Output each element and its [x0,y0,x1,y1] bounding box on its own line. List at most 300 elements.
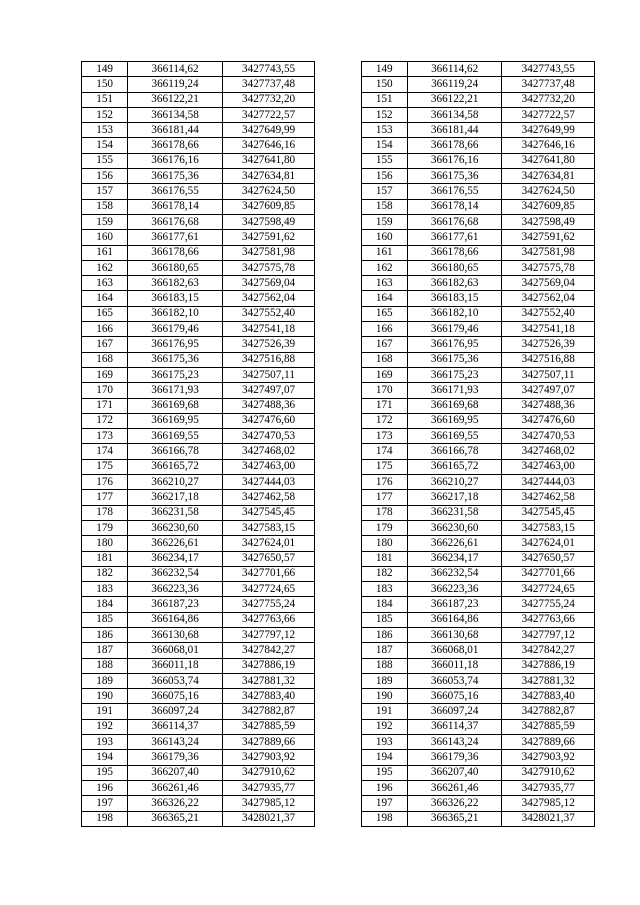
left-point-number-cell: 191 [82,704,128,719]
left-x-coordinate-cell: 366187,23 [128,597,223,612]
left-point-number-cell: 183 [82,582,128,597]
column-gap-cell [315,750,361,765]
table-row [82,413,595,428]
left-point-number-cell: 152 [82,107,128,122]
right-y-coordinate-cell: 3427634,81 [502,169,595,184]
right-y-coordinate-cell: 3427886,19 [502,658,595,673]
left-y-coordinate-cell: 3427883,40 [222,689,315,704]
right-point-number-cell: 165 [361,306,407,321]
table-row [82,169,595,184]
left-point-number-cell: 175 [82,459,128,474]
left-x-coordinate-cell: 366176,68 [128,214,223,229]
left-point-number-cell: 168 [82,352,128,367]
left-point-number-cell: 188 [82,658,128,673]
right-y-coordinate-cell: 3427883,40 [502,689,595,704]
right-x-coordinate-cell: 366175,36 [407,352,502,367]
coordinates-table [81,61,595,827]
right-x-coordinate-cell: 366122,21 [407,92,502,107]
right-x-coordinate-cell: 366114,37 [407,719,502,734]
right-x-coordinate-cell: 366134,58 [407,107,502,122]
left-y-coordinate-cell: 3427470,53 [222,429,315,444]
table-row [82,750,595,765]
right-x-coordinate-cell: 366166,78 [407,444,502,459]
column-gap-cell [315,199,361,214]
right-x-coordinate-cell: 366171,93 [407,383,502,398]
column-gap-cell [315,107,361,122]
left-y-coordinate-cell: 3427763,66 [222,612,315,627]
column-gap-cell [315,536,361,551]
right-point-number-cell: 170 [361,383,407,398]
right-point-number-cell: 151 [361,92,407,107]
column-gap-cell [315,520,361,535]
left-x-coordinate-cell: 366230,60 [128,520,223,535]
table-row [82,306,595,321]
left-y-coordinate-cell: 3427985,12 [222,796,315,811]
right-y-coordinate-cell: 3427545,45 [502,505,595,520]
right-point-number-cell: 150 [361,77,407,92]
right-x-coordinate-cell: 366097,24 [407,704,502,719]
left-x-coordinate-cell: 366166,78 [128,444,223,459]
table-row [82,551,595,566]
column-gap-cell [315,780,361,795]
right-point-number-cell: 156 [361,169,407,184]
right-x-coordinate-cell: 366176,55 [407,184,502,199]
left-point-number-cell: 179 [82,520,128,535]
left-x-coordinate-cell: 366169,55 [128,429,223,444]
table-row [82,245,595,260]
right-x-coordinate-cell: 366176,68 [407,214,502,229]
table-row [82,520,595,535]
table-row [82,107,595,122]
left-x-coordinate-cell: 366226,61 [128,536,223,551]
left-y-coordinate-cell: 3427882,87 [222,704,315,719]
left-point-number-cell: 177 [82,490,128,505]
right-y-coordinate-cell: 3427463,00 [502,459,595,474]
column-gap-cell [315,92,361,107]
table-row [82,62,595,77]
left-point-number-cell: 165 [82,306,128,321]
left-x-coordinate-cell: 366114,37 [128,719,223,734]
right-y-coordinate-cell: 3427507,11 [502,367,595,382]
right-point-number-cell: 161 [361,245,407,260]
left-y-coordinate-cell: 3427476,60 [222,413,315,428]
column-gap-cell [315,811,361,826]
right-y-coordinate-cell: 3427575,78 [502,260,595,275]
table-row [82,337,595,352]
left-point-number-cell: 160 [82,230,128,245]
column-gap-cell [315,429,361,444]
column-gap-cell [315,444,361,459]
right-x-coordinate-cell: 366230,60 [407,520,502,535]
right-x-coordinate-cell: 366179,46 [407,322,502,337]
column-gap-cell [315,169,361,184]
right-point-number-cell: 154 [361,138,407,153]
right-point-number-cell: 149 [361,62,407,77]
right-y-coordinate-cell: 3427882,87 [502,704,595,719]
table-row [82,566,595,581]
right-y-coordinate-cell: 3427755,24 [502,597,595,612]
left-point-number-cell: 174 [82,444,128,459]
left-y-coordinate-cell: 3427732,20 [222,92,315,107]
left-y-coordinate-cell: 3427755,24 [222,597,315,612]
left-x-coordinate-cell: 366217,18 [128,490,223,505]
right-point-number-cell: 196 [361,780,407,795]
column-gap-cell [315,796,361,811]
table-row [82,429,595,444]
right-point-number-cell: 182 [361,566,407,581]
table-row [82,536,595,551]
right-point-number-cell: 153 [361,123,407,138]
left-y-coordinate-cell: 3427552,40 [222,306,315,321]
left-y-coordinate-cell: 3427889,66 [222,735,315,750]
left-x-coordinate-cell: 366176,55 [128,184,223,199]
right-x-coordinate-cell: 366068,01 [407,643,502,658]
table-row [82,780,595,795]
left-y-coordinate-cell: 3427886,19 [222,658,315,673]
right-y-coordinate-cell: 3427516,88 [502,352,595,367]
right-x-coordinate-cell: 366165,72 [407,459,502,474]
right-x-coordinate-cell: 366231,58 [407,505,502,520]
right-y-coordinate-cell: 3427842,27 [502,643,595,658]
left-x-coordinate-cell: 366231,58 [128,505,223,520]
table-row [82,612,595,627]
left-point-number-cell: 193 [82,735,128,750]
table-row [82,367,595,382]
right-y-coordinate-cell: 3427732,20 [502,92,595,107]
left-point-number-cell: 180 [82,536,128,551]
column-gap-cell [315,138,361,153]
right-point-number-cell: 152 [361,107,407,122]
right-x-coordinate-cell: 366178,14 [407,199,502,214]
right-point-number-cell: 158 [361,199,407,214]
right-point-number-cell: 155 [361,153,407,168]
table-row [82,322,595,337]
left-x-coordinate-cell: 366183,15 [128,291,223,306]
right-x-coordinate-cell: 366182,63 [407,276,502,291]
table-row [82,199,595,214]
table-row [82,582,595,597]
right-x-coordinate-cell: 366176,16 [407,153,502,168]
right-point-number-cell: 178 [361,505,407,520]
column-gap-cell [315,383,361,398]
right-y-coordinate-cell: 3427624,50 [502,184,595,199]
column-gap-cell [315,582,361,597]
left-x-coordinate-cell: 366053,74 [128,673,223,688]
column-gap-cell [315,276,361,291]
right-x-coordinate-cell: 366187,23 [407,597,502,612]
right-x-coordinate-cell: 366178,66 [407,138,502,153]
left-y-coordinate-cell: 3427910,62 [222,765,315,780]
right-point-number-cell: 194 [361,750,407,765]
right-point-number-cell: 160 [361,230,407,245]
table-row [82,505,595,520]
left-x-coordinate-cell: 366176,95 [128,337,223,352]
right-point-number-cell: 159 [361,214,407,229]
table-row [82,459,595,474]
left-x-coordinate-cell: 366175,36 [128,169,223,184]
left-x-coordinate-cell: 366182,63 [128,276,223,291]
right-point-number-cell: 171 [361,398,407,413]
left-y-coordinate-cell: 3428021,37 [222,811,315,826]
left-point-number-cell: 162 [82,260,128,275]
left-point-number-cell: 154 [82,138,128,153]
right-point-number-cell: 183 [361,582,407,597]
right-y-coordinate-cell: 3427797,12 [502,627,595,642]
left-x-coordinate-cell: 366143,24 [128,735,223,750]
right-y-coordinate-cell: 3427583,15 [502,520,595,535]
right-y-coordinate-cell: 3427497,07 [502,383,595,398]
left-x-coordinate-cell: 366011,18 [128,658,223,673]
right-x-coordinate-cell: 366180,65 [407,260,502,275]
right-point-number-cell: 189 [361,673,407,688]
right-y-coordinate-cell: 3427743,55 [502,62,595,77]
column-gap-cell [315,658,361,673]
table-row [82,643,595,658]
left-x-coordinate-cell: 366176,16 [128,153,223,168]
table-row [82,735,595,750]
right-point-number-cell: 173 [361,429,407,444]
right-y-coordinate-cell: 3427889,66 [502,735,595,750]
left-x-coordinate-cell: 366210,27 [128,475,223,490]
left-y-coordinate-cell: 3427722,57 [222,107,315,122]
right-x-coordinate-cell: 366207,40 [407,765,502,780]
left-y-coordinate-cell: 3427569,04 [222,276,315,291]
table-row [82,704,595,719]
left-x-coordinate-cell: 366122,21 [128,92,223,107]
left-point-number-cell: 181 [82,551,128,566]
right-y-coordinate-cell: 3427885,59 [502,719,595,734]
left-point-number-cell: 195 [82,765,128,780]
right-y-coordinate-cell: 3427476,60 [502,413,595,428]
left-y-coordinate-cell: 3427488,36 [222,398,315,413]
table-row [82,796,595,811]
left-x-coordinate-cell: 366175,36 [128,352,223,367]
left-x-coordinate-cell: 366178,14 [128,199,223,214]
left-y-coordinate-cell: 3427743,55 [222,62,315,77]
left-y-coordinate-cell: 3427541,18 [222,322,315,337]
left-point-number-cell: 198 [82,811,128,826]
table-row [82,490,595,505]
right-point-number-cell: 162 [361,260,407,275]
column-gap-cell [315,184,361,199]
right-y-coordinate-cell: 3427562,04 [502,291,595,306]
left-y-coordinate-cell: 3427545,45 [222,505,315,520]
table-row [82,276,595,291]
right-y-coordinate-cell: 3427985,12 [502,796,595,811]
right-y-coordinate-cell: 3428021,37 [502,811,595,826]
right-y-coordinate-cell: 3427598,49 [502,214,595,229]
left-y-coordinate-cell: 3427526,39 [222,337,315,352]
right-x-coordinate-cell: 366183,15 [407,291,502,306]
right-x-coordinate-cell: 366217,18 [407,490,502,505]
right-y-coordinate-cell: 3427444,03 [502,475,595,490]
table-row [82,475,595,490]
left-y-coordinate-cell: 3427581,98 [222,245,315,260]
column-gap-cell [315,459,361,474]
right-y-coordinate-cell: 3427737,48 [502,77,595,92]
left-point-number-cell: 156 [82,169,128,184]
right-point-number-cell: 180 [361,536,407,551]
left-point-number-cell: 170 [82,383,128,398]
column-gap-cell [315,245,361,260]
left-point-number-cell: 186 [82,627,128,642]
right-point-number-cell: 166 [361,322,407,337]
left-point-number-cell: 150 [82,77,128,92]
table-row [82,352,595,367]
left-x-coordinate-cell: 366180,65 [128,260,223,275]
left-y-coordinate-cell: 3427724,65 [222,582,315,597]
table-row [82,627,595,642]
left-x-coordinate-cell: 366234,17 [128,551,223,566]
left-x-coordinate-cell: 366068,01 [128,643,223,658]
right-x-coordinate-cell: 366178,66 [407,245,502,260]
table-row [82,92,595,107]
column-gap-cell [315,735,361,750]
left-y-coordinate-cell: 3427641,80 [222,153,315,168]
left-point-number-cell: 158 [82,199,128,214]
right-y-coordinate-cell: 3427591,62 [502,230,595,245]
left-y-coordinate-cell: 3427462,58 [222,490,315,505]
left-y-coordinate-cell: 3427624,01 [222,536,315,551]
column-gap-cell [315,704,361,719]
right-point-number-cell: 188 [361,658,407,673]
left-x-coordinate-cell: 366326,22 [128,796,223,811]
right-point-number-cell: 172 [361,413,407,428]
left-x-coordinate-cell: 366223,36 [128,582,223,597]
left-point-number-cell: 159 [82,214,128,229]
right-point-number-cell: 193 [361,735,407,750]
right-y-coordinate-cell: 3427649,99 [502,123,595,138]
right-y-coordinate-cell: 3427624,01 [502,536,595,551]
column-gap-cell [315,352,361,367]
right-x-coordinate-cell: 366181,44 [407,123,502,138]
left-y-coordinate-cell: 3427935,77 [222,780,315,795]
table-row [82,138,595,153]
table-row [82,689,595,704]
left-point-number-cell: 190 [82,689,128,704]
table-row [82,260,595,275]
table-row [82,398,595,413]
left-x-coordinate-cell: 366181,44 [128,123,223,138]
left-y-coordinate-cell: 3427507,11 [222,367,315,382]
right-x-coordinate-cell: 366261,46 [407,780,502,795]
right-x-coordinate-cell: 366210,27 [407,475,502,490]
right-y-coordinate-cell: 3427701,66 [502,566,595,581]
right-x-coordinate-cell: 366053,74 [407,673,502,688]
left-y-coordinate-cell: 3427591,62 [222,230,315,245]
left-point-number-cell: 192 [82,719,128,734]
column-gap-cell [315,765,361,780]
left-point-number-cell: 157 [82,184,128,199]
right-x-coordinate-cell: 366223,36 [407,582,502,597]
right-point-number-cell: 168 [361,352,407,367]
right-y-coordinate-cell: 3427609,85 [502,199,595,214]
table-row [82,765,595,780]
right-y-coordinate-cell: 3427722,57 [502,107,595,122]
column-gap-cell [315,337,361,352]
right-point-number-cell: 195 [361,765,407,780]
table-row [82,811,595,826]
right-x-coordinate-cell: 366119,24 [407,77,502,92]
right-x-coordinate-cell: 366169,95 [407,413,502,428]
left-x-coordinate-cell: 366179,36 [128,750,223,765]
coordinates-table-body [82,62,595,827]
table-row [82,77,595,92]
left-x-coordinate-cell: 366177,61 [128,230,223,245]
right-point-number-cell: 167 [361,337,407,352]
table-row [82,658,595,673]
left-y-coordinate-cell: 3427701,66 [222,566,315,581]
right-point-number-cell: 175 [361,459,407,474]
column-gap-cell [315,62,361,77]
left-x-coordinate-cell: 366179,46 [128,322,223,337]
right-point-number-cell: 186 [361,627,407,642]
table-row [82,719,595,734]
left-y-coordinate-cell: 3427468,02 [222,444,315,459]
left-y-coordinate-cell: 3427634,81 [222,169,315,184]
right-x-coordinate-cell: 366175,23 [407,367,502,382]
left-x-coordinate-cell: 366119,24 [128,77,223,92]
left-y-coordinate-cell: 3427737,48 [222,77,315,92]
left-x-coordinate-cell: 366097,24 [128,704,223,719]
right-y-coordinate-cell: 3427581,98 [502,245,595,260]
left-y-coordinate-cell: 3427885,59 [222,719,315,734]
left-x-coordinate-cell: 366261,46 [128,780,223,795]
left-point-number-cell: 163 [82,276,128,291]
column-gap-cell [315,475,361,490]
table-row [82,444,595,459]
right-point-number-cell: 192 [361,719,407,734]
left-point-number-cell: 149 [82,62,128,77]
left-x-coordinate-cell: 366207,40 [128,765,223,780]
right-x-coordinate-cell: 366175,36 [407,169,502,184]
table-row [82,184,595,199]
left-x-coordinate-cell: 366365,21 [128,811,223,826]
column-gap-cell [315,367,361,382]
column-gap-cell [315,612,361,627]
right-y-coordinate-cell: 3427763,66 [502,612,595,627]
left-y-coordinate-cell: 3427575,78 [222,260,315,275]
right-point-number-cell: 176 [361,475,407,490]
right-x-coordinate-cell: 366182,10 [407,306,502,321]
right-x-coordinate-cell: 366164,86 [407,612,502,627]
left-point-number-cell: 167 [82,337,128,352]
column-gap-cell [315,291,361,306]
left-x-coordinate-cell: 366232,54 [128,566,223,581]
left-point-number-cell: 194 [82,750,128,765]
left-point-number-cell: 173 [82,429,128,444]
left-point-number-cell: 169 [82,367,128,382]
table-row [82,153,595,168]
right-y-coordinate-cell: 3427488,36 [502,398,595,413]
left-x-coordinate-cell: 366169,68 [128,398,223,413]
left-point-number-cell: 164 [82,291,128,306]
left-point-number-cell: 184 [82,597,128,612]
right-point-number-cell: 163 [361,276,407,291]
column-gap-cell [315,490,361,505]
right-point-number-cell: 181 [361,551,407,566]
left-x-coordinate-cell: 366178,66 [128,245,223,260]
left-point-number-cell: 151 [82,92,128,107]
right-point-number-cell: 185 [361,612,407,627]
right-x-coordinate-cell: 366169,68 [407,398,502,413]
right-y-coordinate-cell: 3427641,80 [502,153,595,168]
left-x-coordinate-cell: 366114,62 [128,62,223,77]
column-gap-cell [315,77,361,92]
left-point-number-cell: 178 [82,505,128,520]
right-y-coordinate-cell: 3427552,40 [502,306,595,321]
right-x-coordinate-cell: 366232,54 [407,566,502,581]
